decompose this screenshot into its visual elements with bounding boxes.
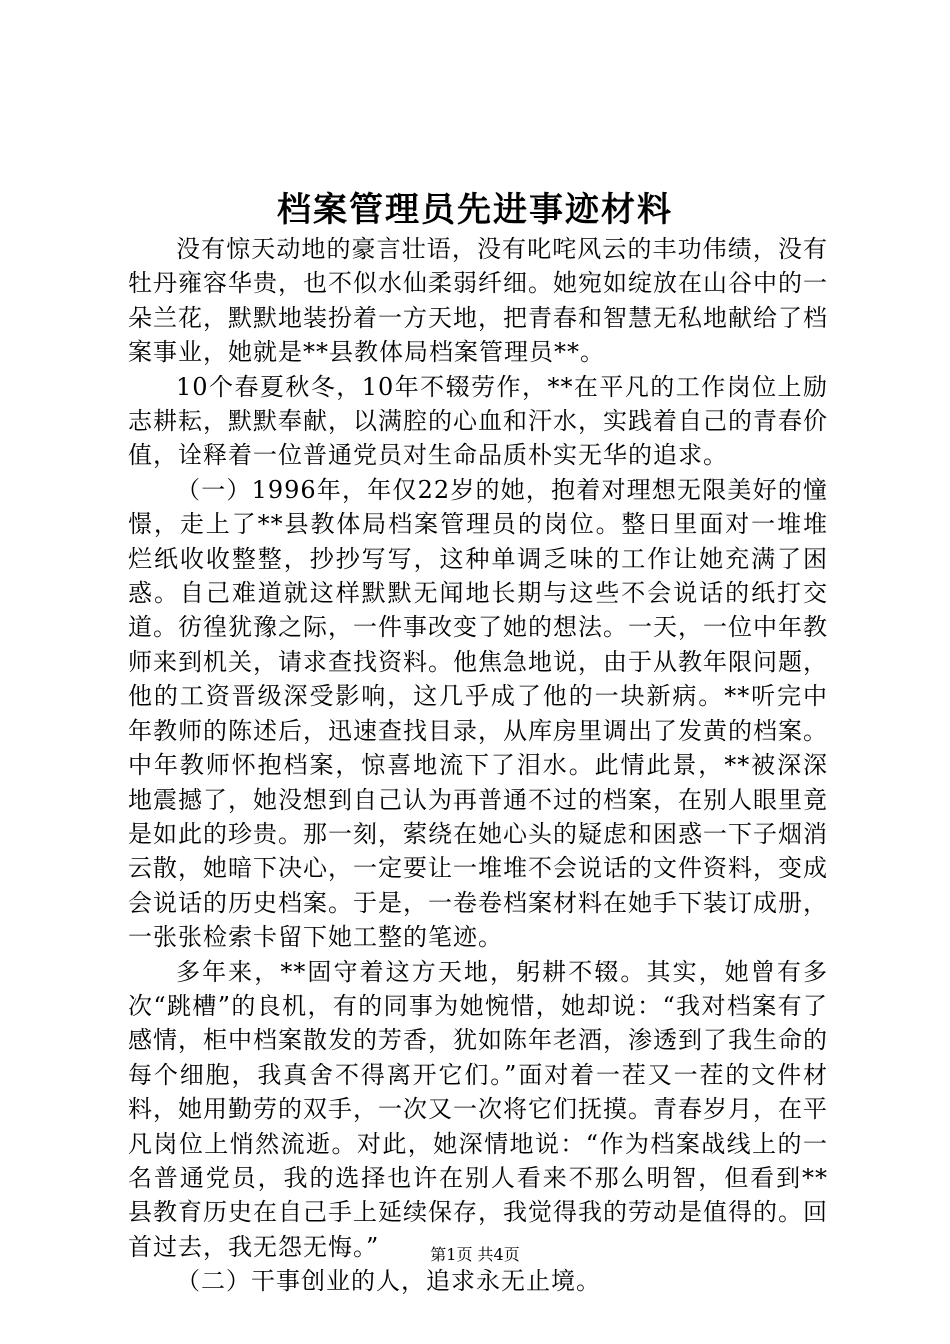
- page-number-footer: 第1页 共4页: [430, 1245, 520, 1264]
- paragraph-ten-years: 10个春夏秋冬，10年不辍劳作，**在平凡的工作岗位上励志耕耘，默默奉献，以满腔的心血和汗水，实践着自己的青春价值，诠释着一位普通党员对生命品质朴实无华的追求。: [128, 372, 828, 470]
- document-title: 档案管理员先进事迹材料: [277, 190, 673, 230]
- paragraph-section-one: （一）1996年，年仅22岁的她，抱着对理想无限美好的憧憬，走上了**县教体局档案管理员的岗位。整日里面对一堆堆烂纸收收整整，抄抄写写，这种单调乏味的工作让她充满了困惑。自己难道就这样默默无闻地长期与这些不会说话的纸打交道。彷徨犹豫之际，一件事改变了她的想法。一天，一位中年教师来到机关，请求查找资料。他焦急地说，由于从教年限问题，他的工资晋级深受影响，这几乎成了他的一块新病。**听完中年教师的陈述后，迅速查找目录，从库房里调出了发黄的档案。中年教师怀抱档案，惊喜地流下了泪水。此情此景，**被深深地震撼了，她没想到自己认为再普通不过的档案，在别人眼里竟是如此的珍贵。那一刻，萦绕在她心头的疑虑和困惑一下子烟消云散，她暗下决心，一定要让一堆堆不会说话的文件资料，变成会说话的历史档案。于是，一卷卷档案材料在她手下装订成册，一张张检索卡留下她工整的笔迹。: [128, 475, 828, 952]
- paragraph-section-two: （二）干事创业的人，追求永无止境。: [176, 1267, 601, 1296]
- paragraph-many-years: 多年来，**固守着这方天地，躬耕不辍。其实，她曾有多次“跳槽”的良机，有的同事为她惋惜，她却说：“我对档案有了感情，柜中档案散发的芳香，犹如陈年老酒，渗透到了我生命的每个细胞，我真舍不得离开它们。”面对着一茬又一茬的文件材料，她用勤劳的双手，一次又一次将它们抚摸。青春岁月，在平凡岗位上悄然流逝。对此，她深情地说：“作为档案战线上的一名普通党员，我的选择也许在别人看来不那么明智，但看到**县教育历史在自己手上延续保存，我觉得我的劳动是值得的。回首过去，我无怨无悔。”: [128, 957, 828, 1261]
- paragraph-intro: 没有惊天动地的豪言壮语，没有叱咤风云的丰功伟绩，没有牡丹雍容华贵，也不似水仙柔弱纤细。她宛如绽放在山谷中的一朵兰花，默默地装扮着一方天地，把青春和智慧无私地献给了档案事业，她就是**县教体局档案管理员**。: [128, 235, 828, 367]
- document-body: [128, 232, 828, 1299]
